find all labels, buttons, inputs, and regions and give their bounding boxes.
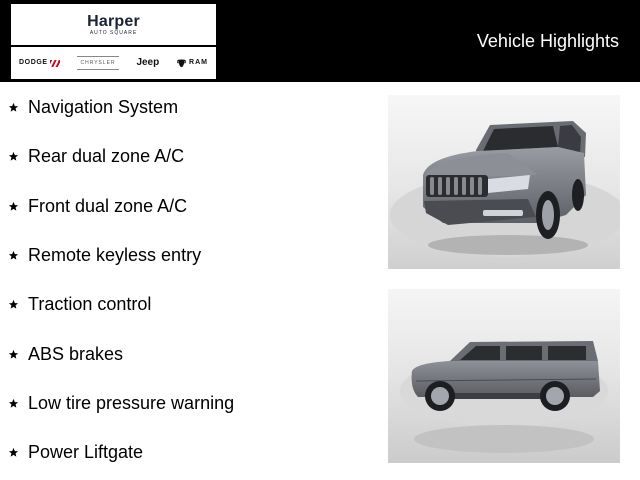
- feature-label: Navigation System: [28, 96, 179, 117]
- brand-logos: [11, 47, 216, 79]
- feature-label: Power Liftgate: [28, 441, 144, 462]
- list-item: [8, 144, 184, 168]
- feature-label: ABS brakes: [28, 343, 124, 364]
- list-item: [8, 391, 234, 415]
- chrysler-logo: CHRYSLER: [77, 56, 118, 70]
- suv-side-icon: [388, 289, 620, 463]
- star-bullet-icon: [8, 299, 19, 310]
- suv-front-icon: [388, 95, 620, 269]
- page-title: Vehicle Highlights: [476, 31, 619, 51]
- star-bullet-icon: [8, 151, 19, 162]
- vehicle-side-photo[interactable]: [388, 289, 620, 463]
- dodge-logo: [19, 58, 60, 68]
- star-bullet-icon: [8, 349, 19, 360]
- dealer-logo[interactable]: [11, 4, 216, 79]
- ram-label: RAM: [189, 59, 208, 66]
- dealer-subtitle: AUTO SQUARE: [89, 30, 138, 36]
- ram-head-icon: [177, 59, 186, 68]
- header-bar: [0, 0, 640, 82]
- list-item: [8, 292, 151, 316]
- feature-label: Remote keyless entry: [28, 244, 202, 265]
- star-bullet-icon: [8, 447, 19, 458]
- vehicle-front-photo[interactable]: [388, 95, 620, 269]
- list-item: [8, 243, 201, 267]
- list-item: [8, 440, 143, 464]
- feature-label: Traction control: [28, 293, 152, 314]
- dealer-logo-top: [11, 4, 216, 45]
- dodge-stripes-icon: [50, 60, 60, 67]
- list-item: [8, 342, 123, 366]
- feature-label: Low tire pressure warning: [28, 392, 235, 413]
- star-bullet-icon: [8, 250, 19, 261]
- dealer-name: Harper: [87, 13, 140, 30]
- ram-logo: [177, 58, 208, 68]
- dodge-label: DODGE: [19, 59, 48, 66]
- feature-label: Front dual zone A/C: [28, 195, 188, 216]
- jeep-logo: Jeep: [136, 57, 160, 68]
- star-bullet-icon: [8, 398, 19, 409]
- list-item: [8, 95, 178, 119]
- list-item: [8, 194, 187, 218]
- star-bullet-icon: [8, 201, 19, 212]
- star-bullet-icon: [8, 102, 19, 113]
- feature-label: Rear dual zone A/C: [28, 145, 185, 166]
